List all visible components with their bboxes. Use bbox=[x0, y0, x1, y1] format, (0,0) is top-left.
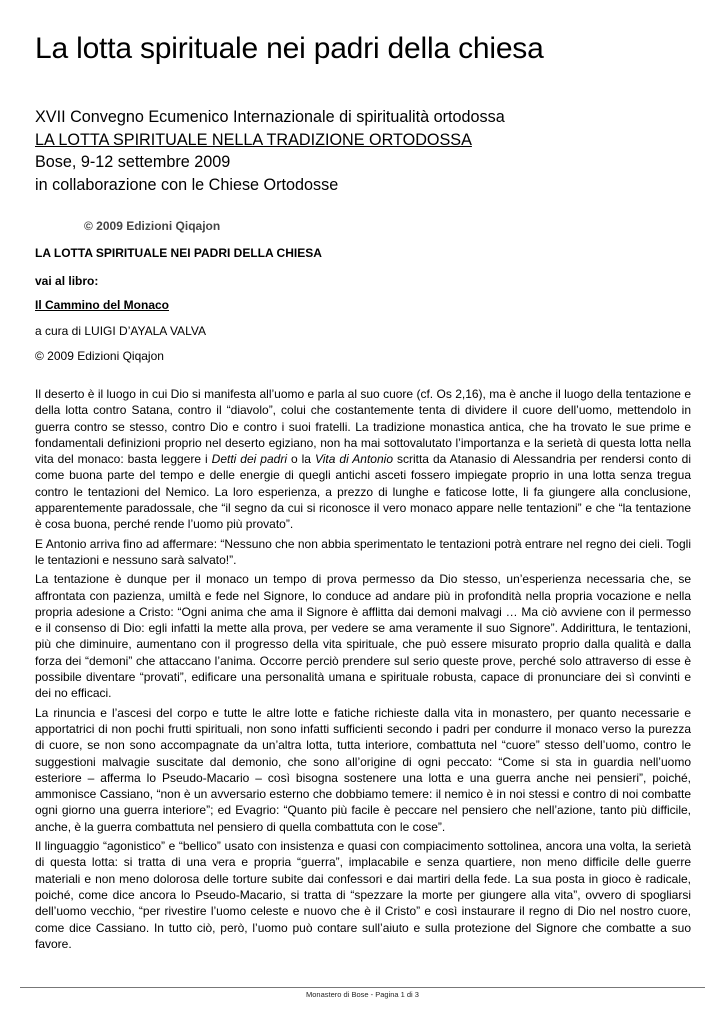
convegno-line: XVII Convegno Ecumenico Internazionale di spiritualità ortodossa bbox=[35, 108, 505, 126]
paragraph-5: Il linguaggio “agonistico” e “bellico” usato con insistenza e quasi con compiacimento sottolinea, ancora una volta, la serietà di questa lotta: si tratta di una vera e propria “guerra”, implacabile e senza quartiere, non meno difficile delle guerre materiali e non meno dolorosa delle torture subite dai confessori e dai martiri della fede. La sua posta in gioco è radicale, poiché, come dice ancora lo Pseudo-Macario, si tratta di “spezzare la morte per giungere alla vita”, ovvero di spogliarsi dell’uomo vecchio, “per rivestire l’uomo celeste e nuovo che è il Cristo” e così instaurare il regno di Dio nel nostro cuore, come dice Cassiano. In tutto ciò, però, l’uomo può contare sull’aiuto e sulla protezione del Signore che combatte a suo favore. bbox=[35, 839, 691, 951]
paragraph-1-text-b: o la bbox=[287, 452, 315, 467]
paragraph-4: La rinuncia e l’ascesi del corpo e tutte le altre lotte e fatiche richieste dalla vita in monastero, per quanto necessarie e apportatrici di non pochi frutti spirituali, non sono infatti sufficienti secondo i padri per condurre il monaco verso la purezza di cuore, se non sono accompagnate da un’altra lotta, tutta interiore, combattuta nel “cuore” stesso dell’uomo, contro le suggestioni malvagie suscitate dal demonio, che sono all’origine di ogni peccato: “Come si sta in guardia nell’uomo esteriore – afferma lo Pseudo-Macario – così bisogna sostenere una lotta e una guerra anche nei pensieri”, poiché, ammonisce Cassiano, “non è un avversario esterno che dobbiamo temere: il nemico è in noi stessi e contro di noi combatte ogni giorno una guerra interiore”; ed Evagrio: “Quanto più facile è peccare nel pensiero che nell’azione, tanto più difficile, anche, è la guerra combattuta nel pensiero di quella combattuta con le cose”. bbox=[35, 705, 691, 834]
paragraph-1-text-a: Il deserto è il luogo in cui Dio si manifesta all’uomo e parla al suo cuore (cf. Os 2,16), ma è anche il luogo della tentazione e della lotta contro Satana, contro il “diavolo”, colui che costantemente tenta di dividere il cuore dell’uomo, mettendolo in guerra contro se stesso, contro Dio e contro i suoi fratelli. La tradizione monastica antica, che ha trovato le sue prime e fondamentali definizioni proprio nel deserto egiziano, non ha mai sottovalutato l’importanza e la serietà di questa lotta nella vita del monaco: basta leggere i bbox=[35, 387, 691, 467]
article-body bbox=[35, 386, 691, 955]
collaborazione-line: in collaborazione con le Chiese Ortodosse bbox=[35, 175, 339, 194]
vita-di-antonio-title: Vita di Antonio bbox=[314, 452, 393, 467]
detti-dei-padri-title: Detti dei padri bbox=[211, 452, 287, 467]
paragraph-3: La tentazione è dunque per il monaco un tempo di prova permesso da Dio stesso, un’esperienza necessaria che, se affrontata con pazienza, umiltà e fede nel Signore, lo conduce ad andare più in profondità nella propria vocazione e nella propria adesione a Cristo: “Ogni anima che ama il Signore è afflitta dai demoni malvagi … Ma ciò avviene con il permesso e il consenso di Dio: egli infatti la mette alla prova, per vedere se ama veramente il suo Signore”. Addirittura, le tentazioni, più che diminuire, aumentano con il progresso della vita spirituale, che può essere misurato proprio dalla qualità e dalla forza dei “demoni” che attaccano l’anima. Occorre perciò prendere sul serio queste prove, perché solo attraverso di esse è possibile diventare “provati”, edificare una personalità umana e spirituale robusta, capace di pronunciare dei sì convinti e dei no efficaci. bbox=[35, 572, 691, 701]
event-header bbox=[35, 106, 505, 196]
luogo-data-line: Bose, 9-12 settembre 2009 bbox=[35, 153, 231, 171]
paragraph-2: E Antonio arriva fino ad affermare: “Nessuno che non abbia sperimentato le tentazioni potrà entrare nel regno dei cieli. Togli le tentazioni e nessuno sarà salvato!”. bbox=[35, 536, 691, 567]
paragraph-1 bbox=[35, 386, 691, 533]
paragraph-1-text-c: scritta da Atanasio di Alessandria per rendersi conto di come buona parte del tempo e delle energie di quegli antichi asceti fossero impiegate proprio in una lotta senza tregua contro le tentazioni del Nemico. La loro esperienza, a prezzo di lunghe e faticose lotte, li fa giungere alla conclusione, apparentemente paradossale, che “il segno da cui si riconosce il vero monaco appare nelle tentazioni” e che “la tentazione è cosa buona, perché rende l’uomo più provato”. bbox=[35, 452, 691, 532]
section-title: LA LOTTA SPIRITUALE NEI PADRI DELLA CHIESA bbox=[35, 246, 322, 260]
document-title: La lotta spirituale nei padri della chiesa bbox=[35, 32, 544, 65]
tema-line: LA LOTTA SPIRITUALE NELLA TRADIZIONE ORTODOSSA bbox=[35, 130, 472, 149]
book-link[interactable]: Il Cammino del Monaco bbox=[35, 298, 170, 312]
footer-divider bbox=[20, 987, 705, 988]
copyright-top: © 2009 Edizioni Qiqajon bbox=[84, 219, 221, 233]
vai-al-libro-label: vai al libro: bbox=[35, 274, 99, 288]
copyright-line: © 2009 Edizioni Qiqajon bbox=[35, 349, 164, 363]
curatore-line: a cura di LUIGI D’AYALA VALVA bbox=[35, 324, 206, 338]
page-footer: Monastero di Bose - Pagina 1 di 3 bbox=[306, 990, 419, 999]
